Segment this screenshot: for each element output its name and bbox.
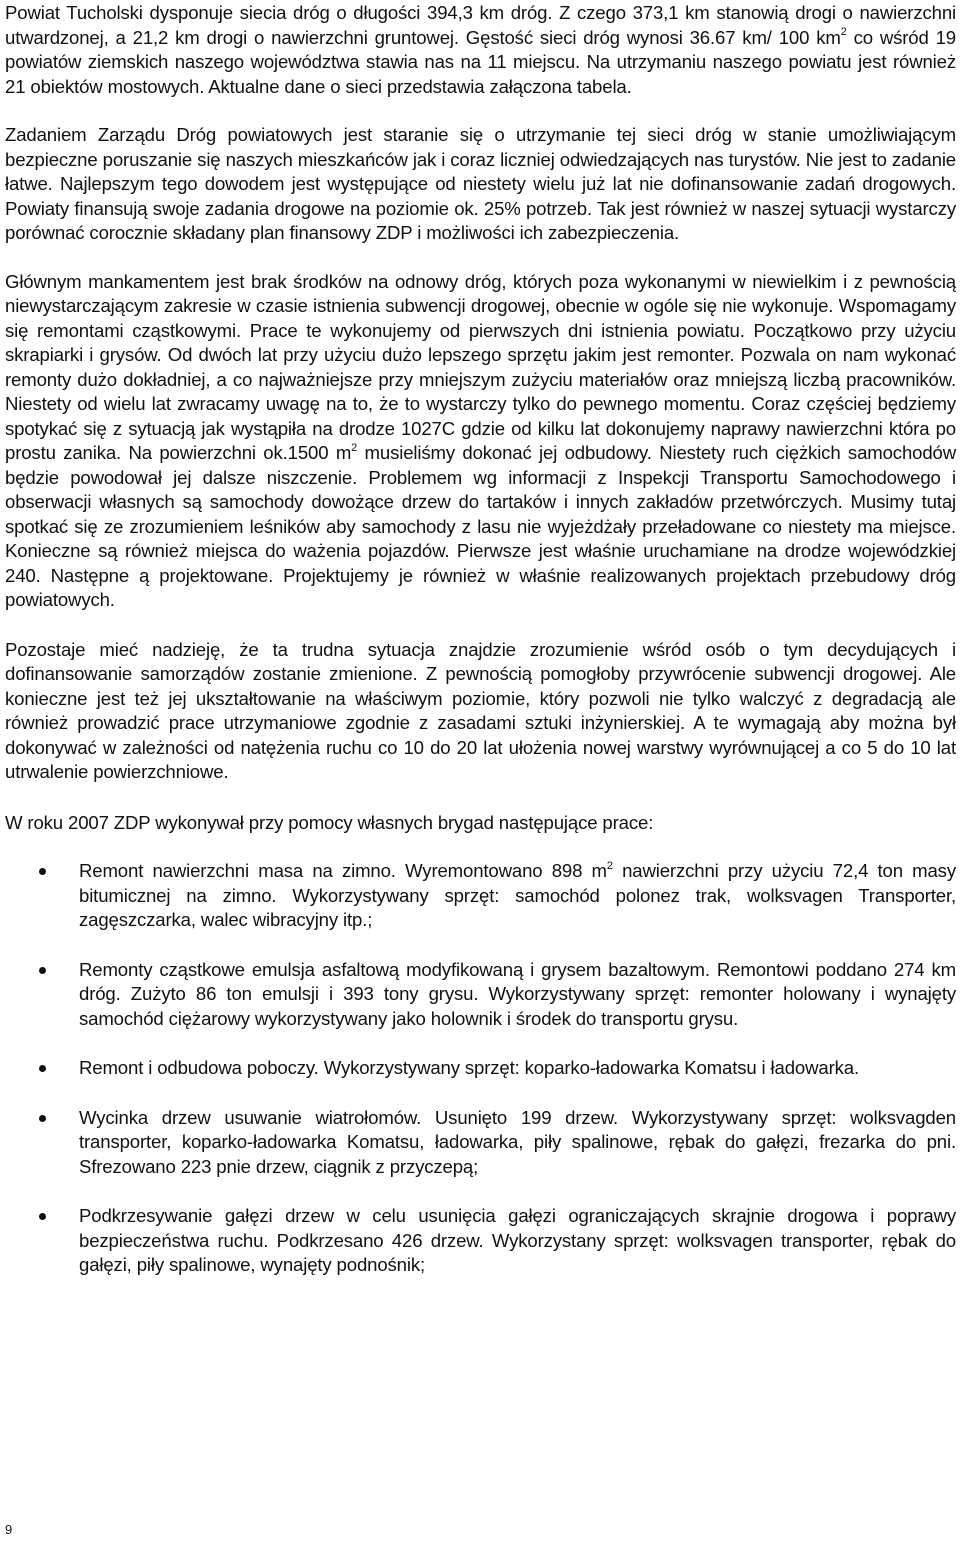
bullet-icon [39,1065,46,1072]
list-item-text: Wycinka drzew usuwanie wiatrołomów. Usunięto 199 drzew. Wykorzystywany sprzęt: wolksvagden transporter, koparko-ładowarka Komatsu, ładowarka, piły spalinowe, rębak do gałęzi, frezarka do pni. Sfrezowano 223 pnie drzew, ciągnik z przyczepą; [79,1106,956,1177]
list-item-text: Remont i odbudowa poboczy. Wykorzystywany sprzęt: koparko-ładowarka Komatsu i ładowarka. [79,1057,859,1078]
page-number: 9 [5,1522,13,1537]
paragraph-road-network [5,1,956,99]
list-item [5,1204,956,1278]
list-item-text: Podkrzesywanie gałęzi drzew w celu usunięcia gałęzi ograniczających skrajnie drogowa i poprawy bezpieczeństwa ruchu. Podkrzesano 426 drzew. Wykorzystany sprzęt: wolksvagen transporter, rębak do gałęzi, piły spalinowe, wynajęty podnośnik; [79,1205,956,1275]
superscript: 2 [606,859,613,872]
list-item [5,958,956,1032]
works-list [5,859,956,1278]
paragraph-problems [5,270,956,613]
list-item [5,1056,956,1081]
bullet-icon [39,1213,46,1220]
superscript: 2 [840,26,847,39]
document-page [5,0,956,1303]
bullet-icon [39,967,46,974]
list-item [5,859,956,933]
list-item-text: Remonty cząstkowe emulsja asfaltową modyfikowaną i grysem bazaltowym. Remontowi poddano 274 km dróg. Zużyto 86 ton emulsji i 393 tony grysu. Wykorzystywany sprzęt: remonter holowany i wynajęty samochód ciężarowy wykorzystywany jako holownik i środek do transportu grysu. [79,958,956,1029]
bullet-icon [39,1115,46,1122]
list-item-text-part: nawierzchni przy użyciu 72,4 ton masy bitumicznej na zimno. Wykorzystywany sprzęt: samochód polonez trak, wolksvagen Transporter, zagęszczarka, walec wibracyjny itp.; [79,860,956,930]
paragraph-text: Powiat Tucholski dysponuje siecia dróg o długości 394,3 km dróg. Z czego 373,1 km stanowią drogi o nawierzchni utwardzonej, a 21,2 km drogi o nawierzchni gruntowej. Gęstość sieci dróg wynosi 36.67 km/ 100 km [5,2,956,48]
paragraph-hope: Pozostaje mieć nadzieję, że ta trudna sytuacja znajdzie zrozumienie wśród osób o tym decydujących i dofinansowanie samorządów zostanie zmienione. Z pewnością pomogłoby przywrócenie subwencji drogowej. Ale konieczne jest też jej ukształtowanie na właściwym poziomie, który pozwoli nie tylko walczyć z degradacją ale również prowadzić prace utrzymaniowe zgodnie z zasadami sztuki inżynierskiej. A te wymagają aby można był dokonywać w zależności od natężenia ruchu co 10 do 20 lat ułożenia nowej warstwy wyrównującej a co 5 do 10 lat utrwalenie powierzchniowe. [5,638,956,782]
list-item [5,1106,956,1180]
bullet-icon [39,868,46,875]
paragraph-text: co wśród 19 powiatów ziemskich naszego województwa stawia nas na 11 miejscu. Na utrzymaniu naszego powiatu jest również 21 obiektów mostowych. Aktualne dane o sieci przedstawia załączona tabela. [5,26,956,97]
paragraph-task: Zadaniem Zarządu Dróg powiatowych jest staranie się o utrzymanie tej sieci dróg w stanie umożliwiającym bezpieczne poruszanie się naszych mieszkańców jak i coraz liczniej odwiedzających nas turystów. Nie jest to zadanie łatwe. Najlepszym tego dowodem jest występujące od niestety wielu już lat nie dofinansowanie zadań drogowych. Powiaty finansują swoje zadania drogowe na poziomie ok. 25% potrzeb. Tak jest również w naszej sytuacji wystarczy porównać corocznie składany plan finansowy ZDP i możliwości ich zabezpieczenia. [5,124,956,243]
list-item-text [79,859,956,933]
paragraph-text: Głównym mankamentem jest brak środków na odnowy dróg, których poza wykonanymi w niewielkim i z pewnością niewystarczającym zakresie w czasie istnienia subwencji drogowej, obecnie w ogóle się nie wykonuje. Wspomagamy się remontami cząstkowymi. Prace te wykonujemy od pierwszych dni istnienia powiatu. Początkowo przy użyciu skrapiarki i grysów. Od dwóch lat przy użyciu dużo lepszego sprzętu jakim jest remonter. Pozwala on nam wykonać remonty dużo dokładniej, a co najważniejsze przy mniejszym zużyciu materiałów oraz mniejszą liczbą pracowników. Niestety od wielu lat zwracamy uwagę na to, że to wystarczy tylko do pewnego momentu. Coraz częściej będziemy spotykać się z sytuacją jak wystąpiła na drodze 1027C gdzie od kilku lat dokonujemy naprawy nawierzchni która po prostu zanika. Na powierzchni ok.1500 m [5,270,956,463]
list-item-text-part: Remont nawierzchni masa na zimno. Wyremontowano 898 m [79,860,607,881]
paragraph-intro-2007: W roku 2007 ZDP wykonywał przy pomocy własnych brygad następujące prace: [5,811,654,833]
paragraph-text: musieliśmy dokonać jej odbudowy. Niestety ruch ciężkich samochodów będzie powodował jej dalsze niszczenie. Problemem wg informacji z Inspekcji Transportu Samochodowego i obserwacji własnych są samochody dowożące drzew do tartaków i innych zakładów przetwórczych. Musimy tutaj spotkać się ze zrozumieniem leśników aby samochody z lasu nie wyjeżdżały przeładowane co niestety ma miejsce. Konieczne są również miejsca do ważenia pojazdów. Pierwsze jest właśnie uruchamiane na drodze wojewódzkiej 240. Następne ą projektowane. Projektujemy je również w właśnie realizowanych projektach przebudowy dróg powiatowych. [5,442,956,610]
superscript: 2 [351,441,358,454]
